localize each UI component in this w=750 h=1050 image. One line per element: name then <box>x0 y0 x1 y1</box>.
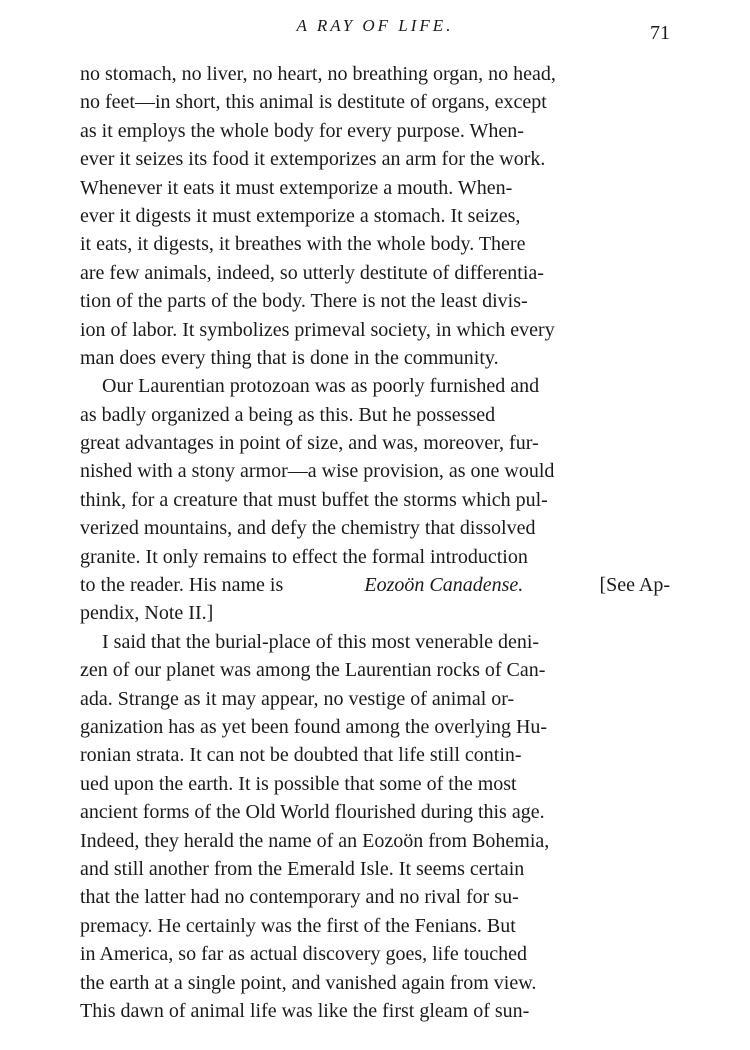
text-line: This dawn of animal life was like the first gleam of sun- <box>80 999 530 1022</box>
text-line: no feet—in short, this animal is destitute of organs, except <box>80 91 547 114</box>
text-line: the earth at a single point, and vanished again from view. <box>80 971 537 994</box>
text-line: pendix, Note II.] <box>80 602 214 625</box>
text-line: and still another from the Emerald Isle. It seems certain <box>80 857 525 880</box>
species-name: Eozoön Canadense. <box>364 574 524 597</box>
text-line: granite. It only remains to effect the formal introduction <box>80 545 528 568</box>
text-line: are few animals, indeed, so utterly destitute of differentia- <box>80 261 544 284</box>
text-line: premacy. He certainly was the first of the Fenians. But <box>80 914 516 937</box>
text-line: ronian strata. It can not be doubted that life still contin- <box>80 744 522 767</box>
text-line: as it employs the whole body for every purpose. When- <box>80 119 524 142</box>
body-text <box>80 60 670 1025</box>
page-number: 71 <box>650 22 670 44</box>
text-line: man does every thing that is done in the community. <box>80 346 499 369</box>
text-line: zen of our planet was among the Laurentian rocks of Can- <box>80 659 546 682</box>
text-line: great advantages in point of size, and was, moreover, fur- <box>80 432 539 455</box>
paragraph-2 <box>80 372 670 628</box>
text-line: Whenever it eats it must extemporize a mouth. When- <box>80 176 513 199</box>
text-line: Indeed, they herald the name of an Eozoön from Bohemia, <box>80 829 550 852</box>
text-line: it eats, it digests, it breathes with the whole body. There <box>80 233 526 256</box>
paragraph-3 <box>80 628 670 1025</box>
text-line: nished with a stony armor—a wise provision, as one would <box>80 460 555 483</box>
running-head <box>80 16 670 46</box>
text-line: no stomach, no liver, no heart, no breathing organ, no head, <box>80 63 556 85</box>
text-line: ued upon the earth. It is possible that some of the most <box>80 772 517 795</box>
text-line: that the latter had no contemporary and no rival for su- <box>80 886 519 909</box>
text-line: verized mountains, and defy the chemistry that dissolved <box>80 517 536 540</box>
paragraph-1 <box>80 60 670 372</box>
text-line: ion of labor. It symbolizes primeval society, in which every <box>80 318 555 341</box>
text-line <box>80 571 670 599</box>
text-segment: to the reader. His name is <box>80 574 289 597</box>
text-line: tion of the parts of the body. There is not the least divis- <box>80 290 528 313</box>
running-title: A RAY OF LIFE. <box>296 16 454 35</box>
text-line: ada. Strange as it may appear, no vestige of animal or- <box>80 687 515 710</box>
text-line: in America, so far as actual discovery goes, life touched <box>80 943 528 966</box>
text-line: ever it digests it must extemporize a stomach. It seizes, <box>80 204 521 227</box>
text-line: think, for a creature that must buffet the storms which pul- <box>80 488 548 511</box>
text-line: Our Laurentian protozoan was as poorly furnished and <box>102 375 540 398</box>
text-line: ancient forms of the Old World flourished during this age. <box>80 801 545 824</box>
text-line: I said that the burial-place of this most venerable deni- <box>102 630 540 653</box>
text-line: as badly organized a being as this. But he possessed <box>80 403 496 426</box>
text-line: ganization has as yet been found among the overlying Hu- <box>80 715 548 738</box>
text-line: ever it seizes its food it extemporizes an arm for the work. <box>80 148 546 171</box>
text-segment: [See Ap- <box>599 574 670 597</box>
